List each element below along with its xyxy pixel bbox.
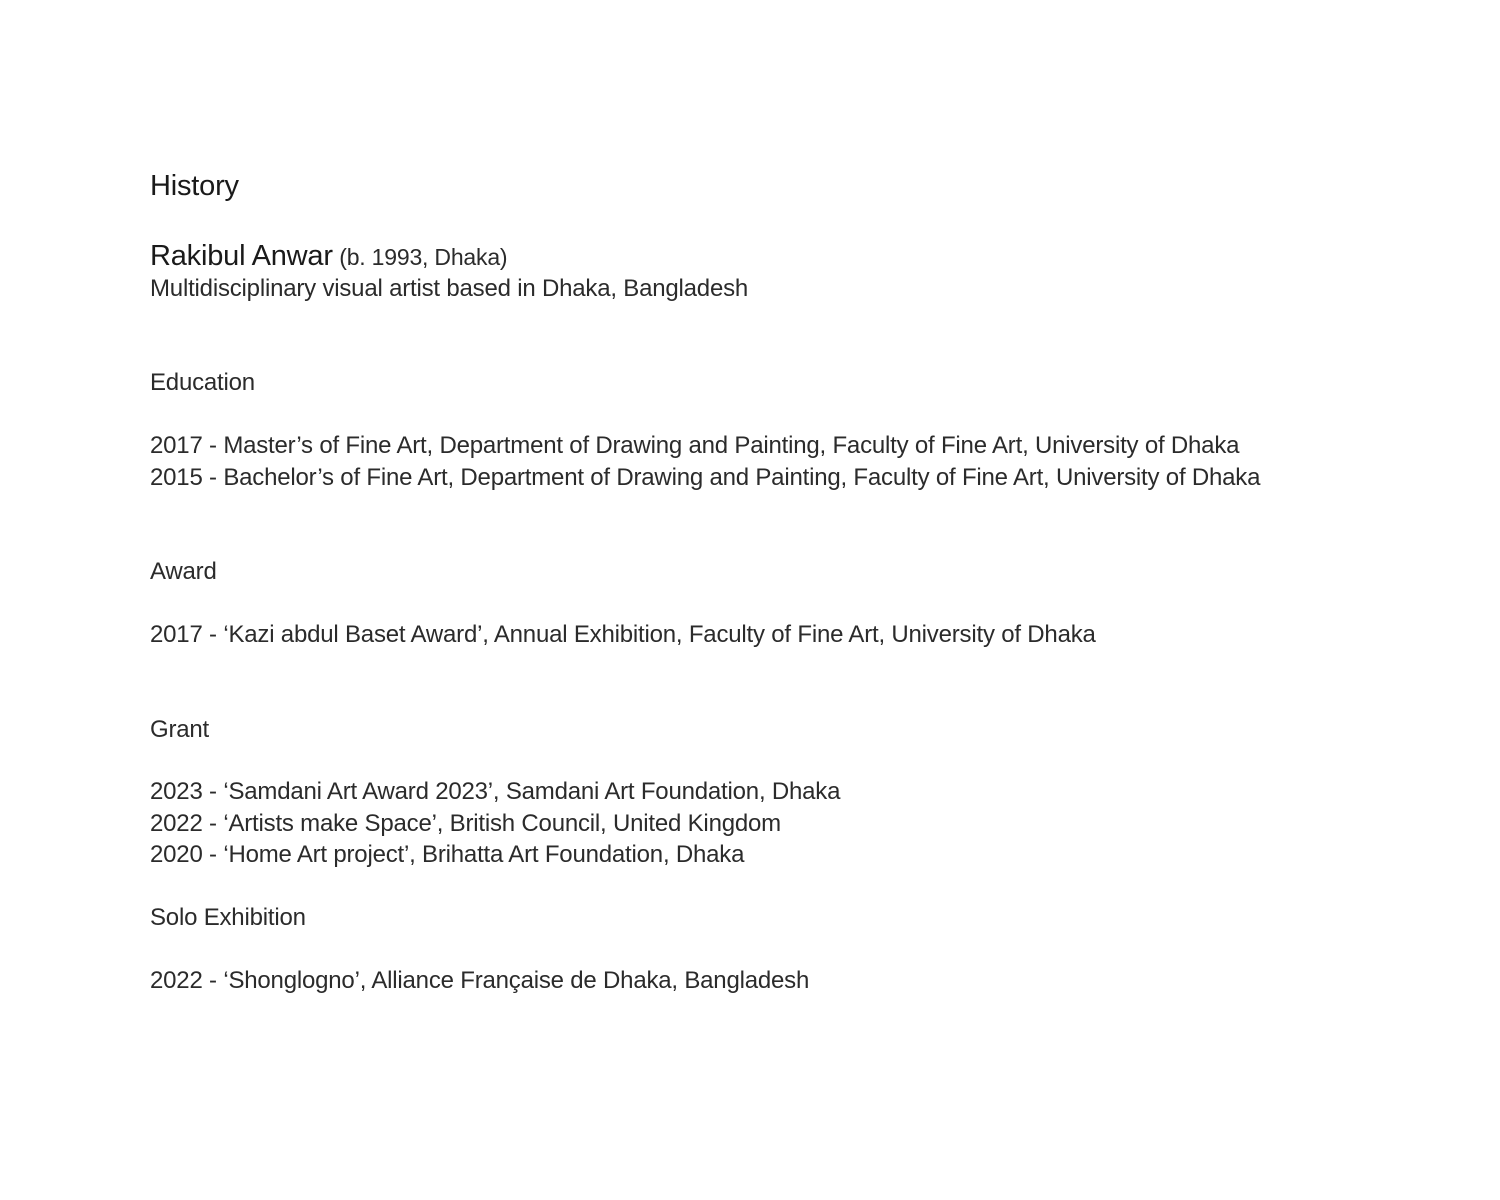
page-title: History	[150, 170, 239, 202]
section-heading-award: Award	[150, 558, 217, 585]
award-entry: 2017 - ‘Kazi abdul Baset Award’, Annual Exhibition, Faculty of Fine Art, University of Dhaka	[150, 621, 1096, 648]
artist-name: Rakibul Anwar	[150, 240, 333, 272]
education-entry: 2015 - Bachelor’s of Fine Art, Department of Drawing and Painting, Faculty of Fine Art, University of Dhaka	[150, 464, 1261, 491]
artist-header	[150, 240, 507, 274]
education-entry: 2017 - Master’s of Fine Art, Department of Drawing and Painting, Faculty of Fine Art, University of Dhaka	[150, 432, 1240, 459]
solo-exhibition-entry: 2022 - ‘Shonglogno’, Alliance Française de Dhaka, Bangladesh	[150, 967, 810, 994]
section-heading-grant: Grant	[150, 716, 210, 743]
artist-birth: (b. 1993, Dhaka)	[339, 244, 508, 270]
grant-entry: 2020 - ‘Home Art project’, Brihatta Art Foundation, Dhaka	[150, 841, 745, 868]
section-heading-education: Education	[150, 369, 255, 396]
section-heading-solo-exhibition: Solo Exhibition	[150, 904, 306, 931]
grant-entry: 2023 - ‘Samdani Art Award 2023’, Samdani Art Foundation, Dhaka	[150, 778, 841, 805]
artist-description: Multidisciplinary visual artist based in Dhaka, Bangladesh	[150, 275, 749, 302]
grant-entry: 2022 - ‘Artists make Space’, British Council, United Kingdom	[150, 810, 781, 837]
